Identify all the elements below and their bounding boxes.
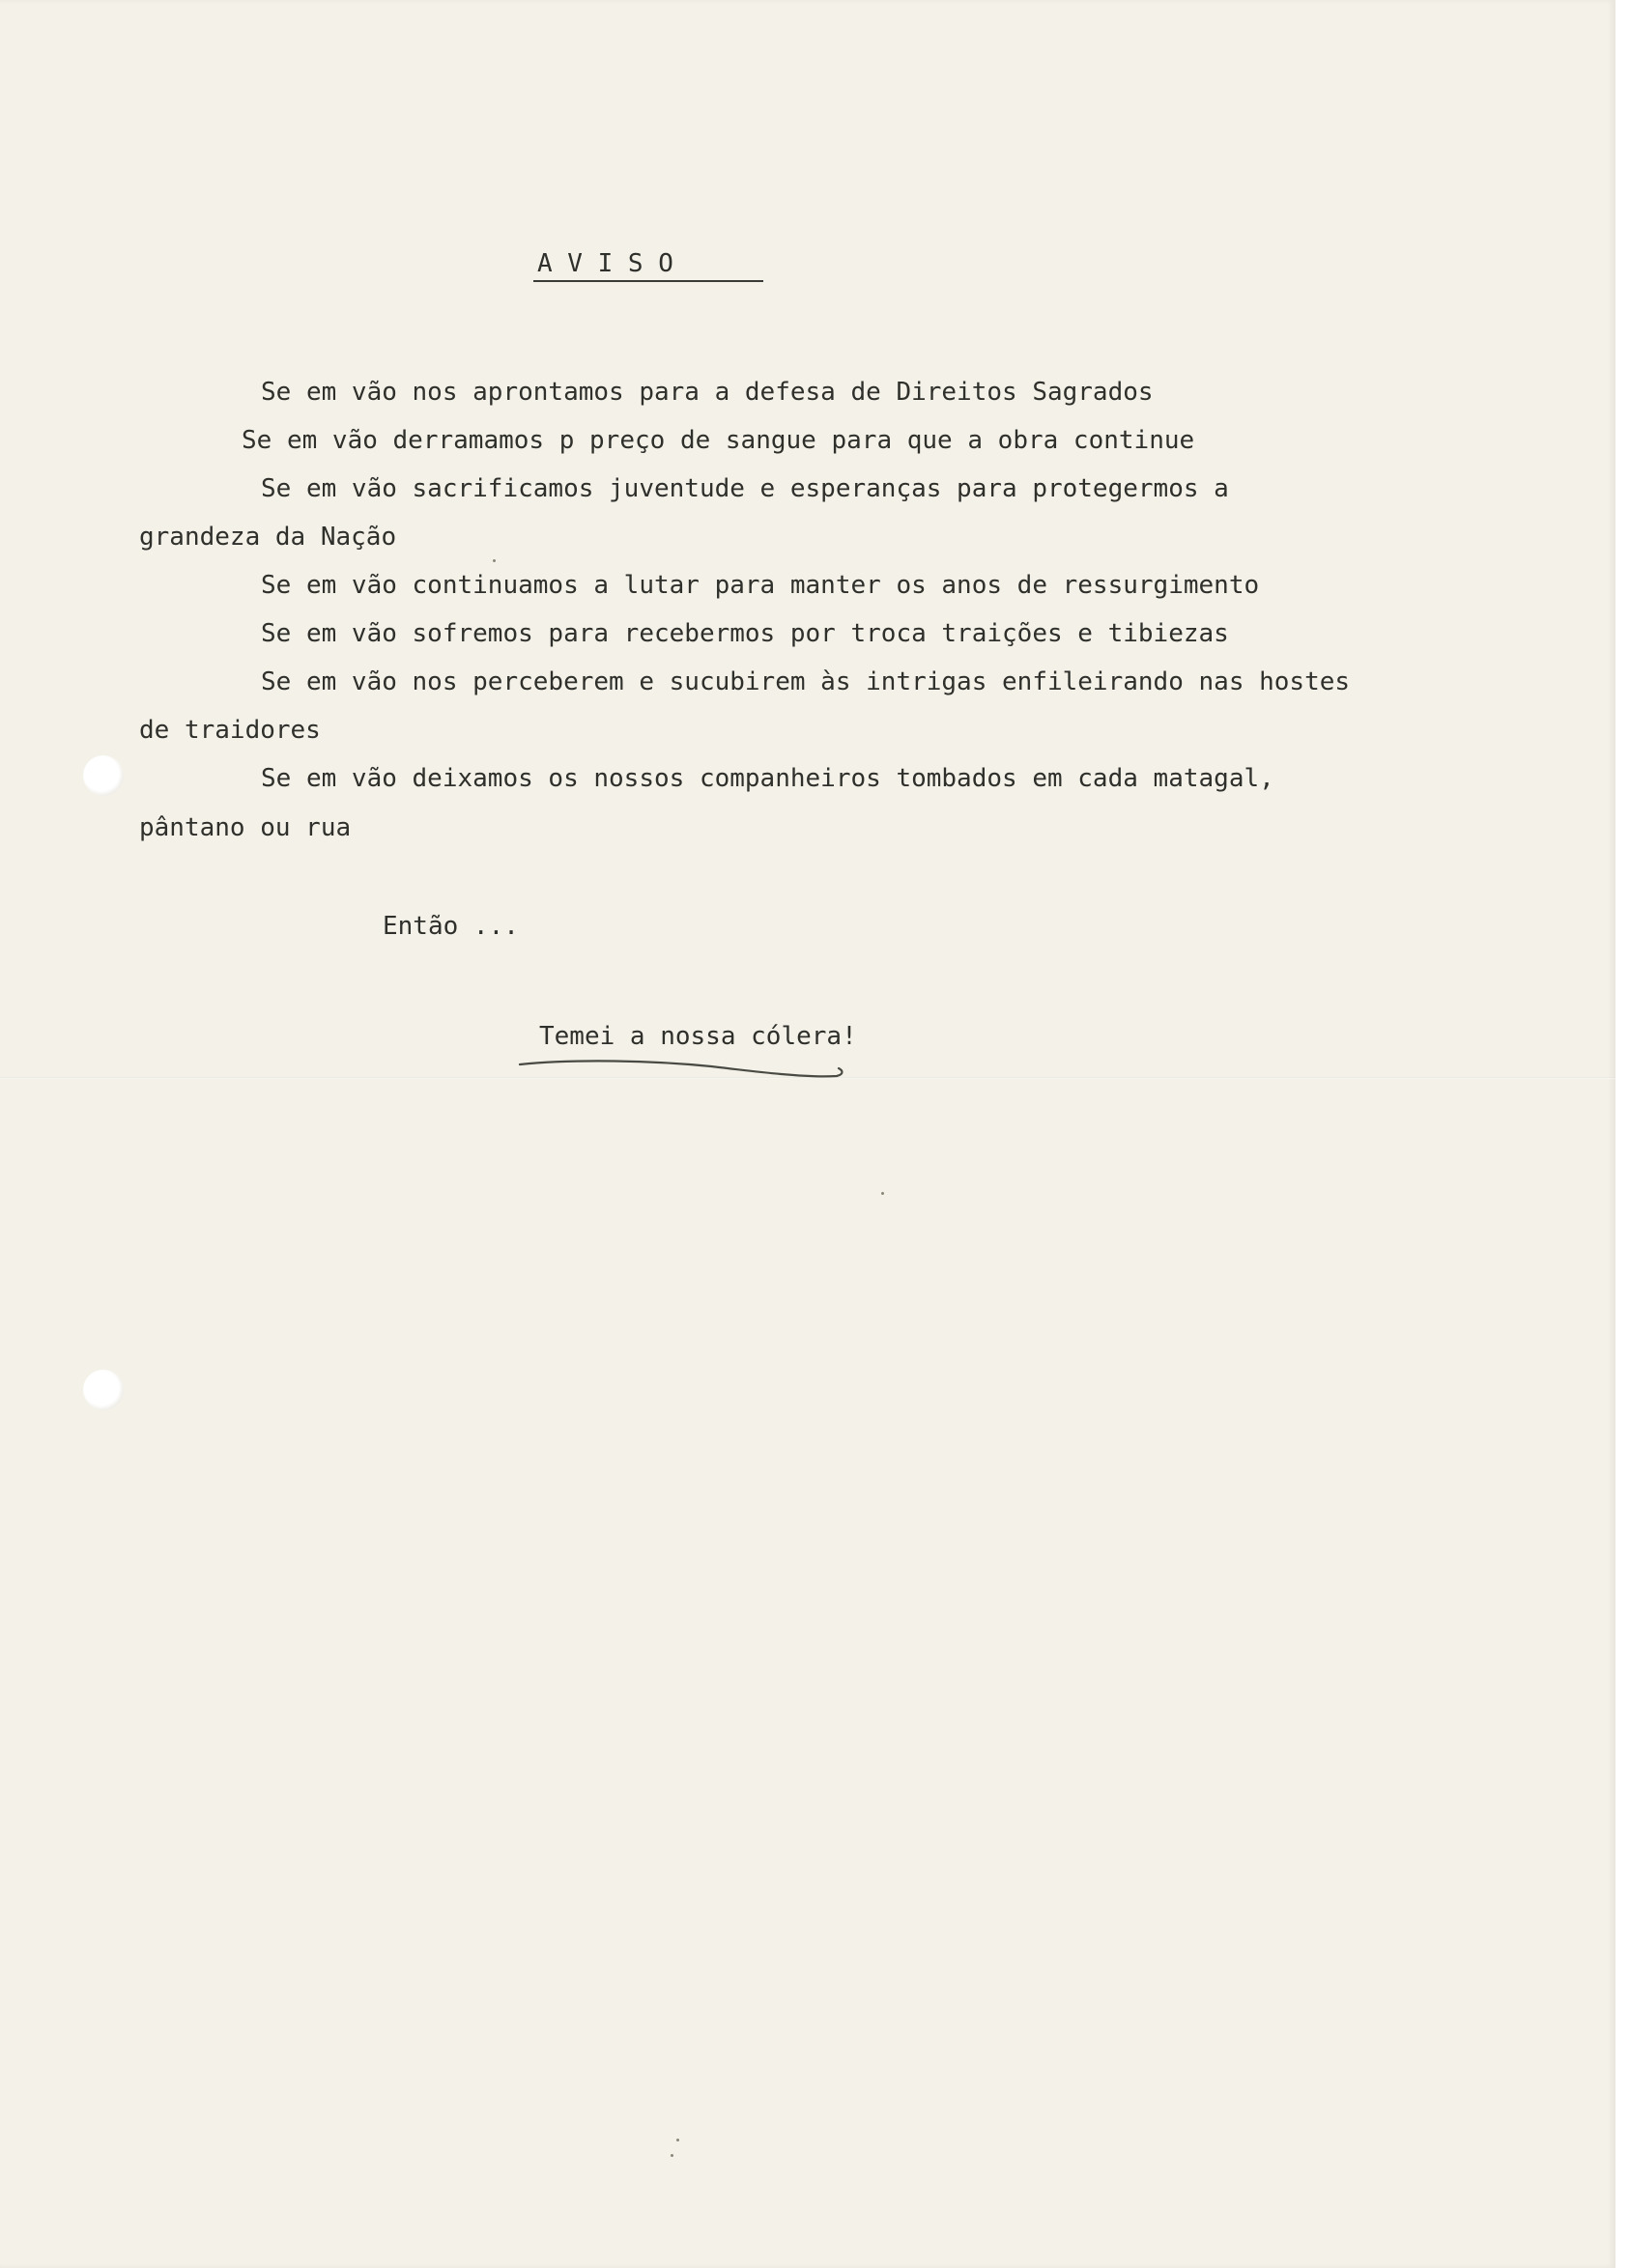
document-title: A V I S O [537,249,673,278]
text-line: Se em vão nos perceberem e sucubirem às intrigas enfileirando nas hostes [261,667,1351,696]
text-line: Se em vão continuamos a lutar para manter os anos de ressurgimento [261,571,1260,600]
handwritten-underline [518,1053,846,1091]
text-line: Se em vão sofremos para recebermos por troca traições e tibiezas [261,619,1229,648]
punch-hole [83,755,124,796]
text-line: pântano ou rua [139,813,352,842]
paper-speck [676,2139,679,2141]
text-line: Se em vão deixamos os nossos companheiros tombados em cada matagal, [261,764,1274,793]
text-line: Se em vão sacrificamos juventude e esperanças para protegermos a [261,474,1229,503]
page-edge [1616,0,1630,2268]
paper-speck [493,559,496,562]
entao-line: Então ... [383,912,519,941]
text-line: Se em vão nos aprontamos para a defesa de Direitos Sagrados [261,378,1154,407]
punch-hole [83,1370,124,1410]
text-line: de traidores [139,716,321,745]
text-line: Se em vão derramamos p preço de sangue para que a obra continue [242,426,1195,455]
text-line: grandeza da Nação [139,523,397,552]
title-underline [533,280,763,282]
paper-speck [671,2154,673,2157]
paper-speck [881,1192,884,1195]
closing-line: Temei a nossa cólera! [539,1022,857,1051]
